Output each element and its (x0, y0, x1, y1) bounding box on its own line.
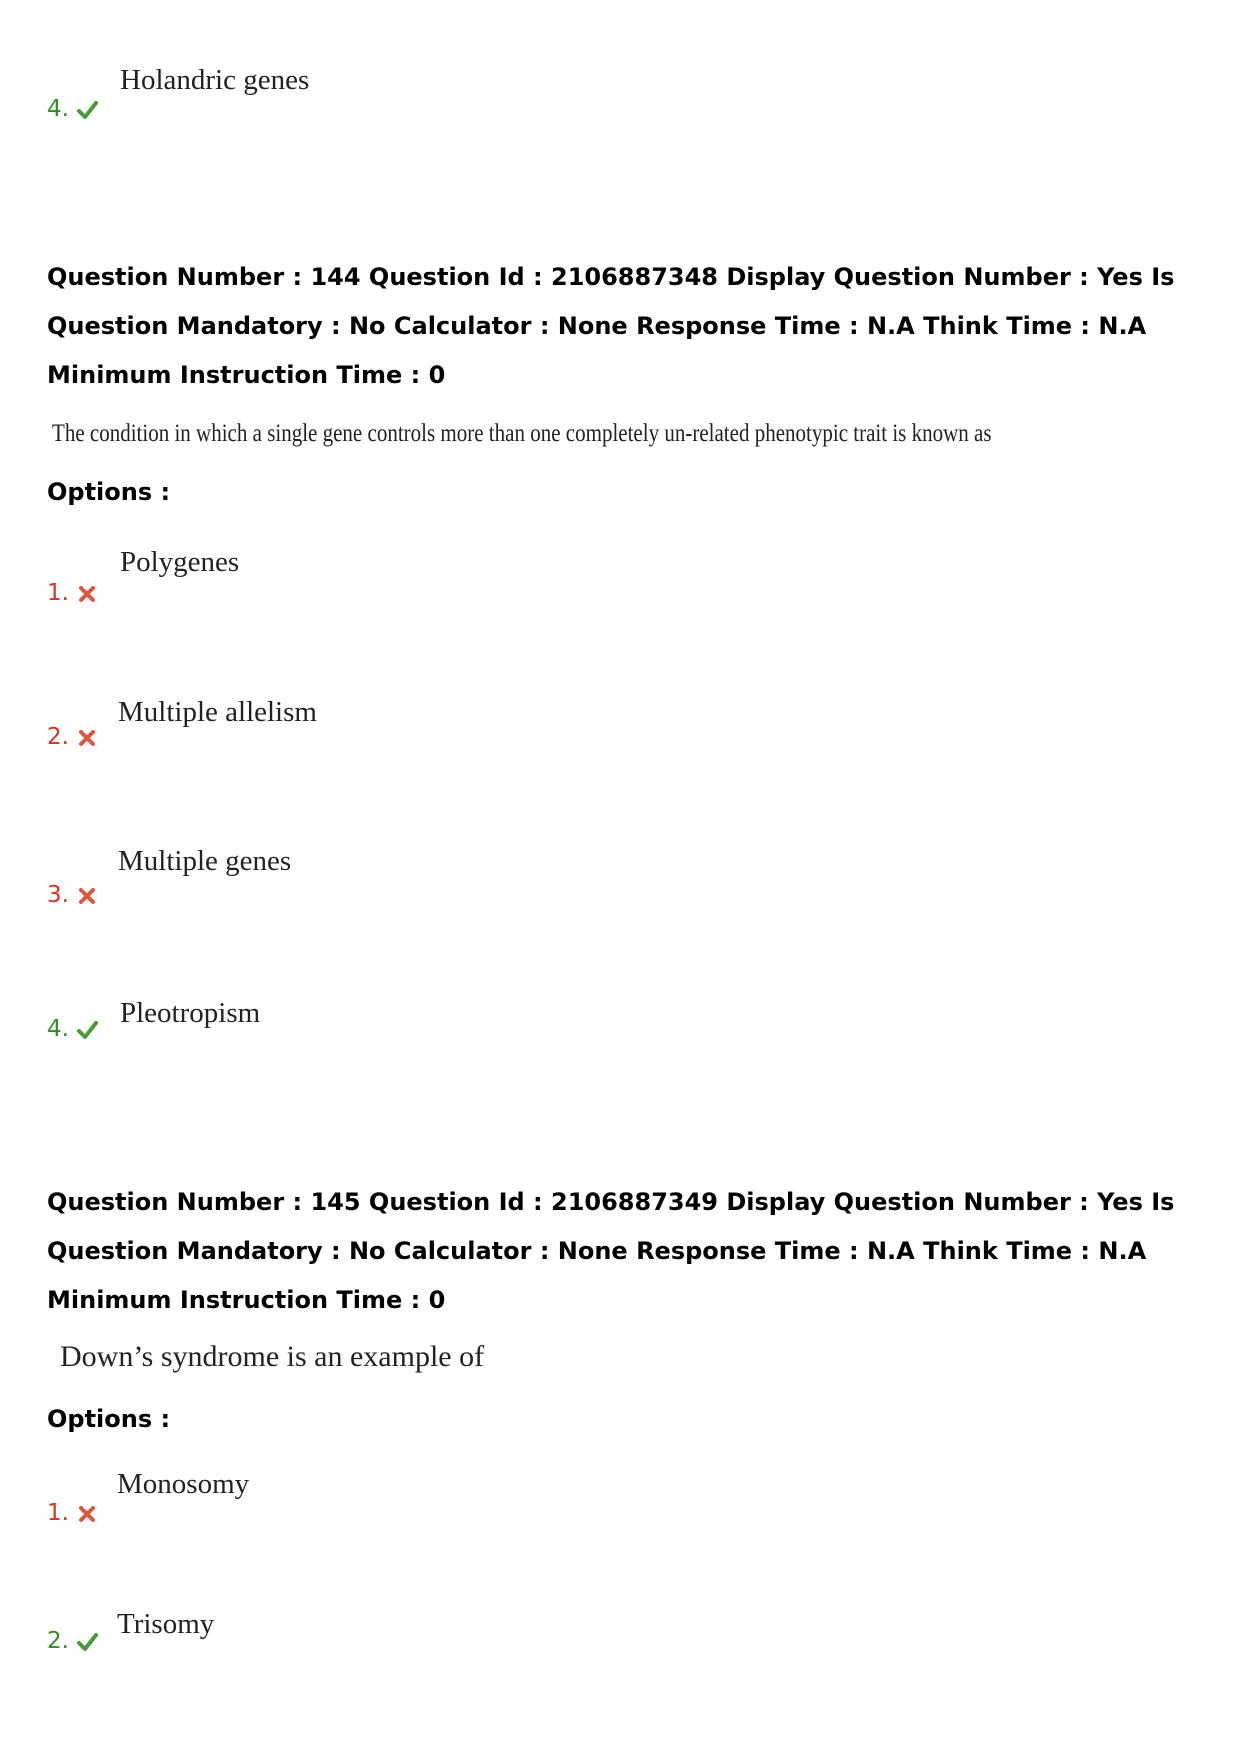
option-text: Polygenes (120, 546, 240, 578)
option-row (47, 1628, 98, 1654)
option-number: 2. (47, 1628, 69, 1654)
check-icon (76, 1631, 98, 1653)
option-number: 2. (47, 724, 69, 750)
cross-icon (76, 727, 98, 749)
question-text: Down’s syndrome is an example of (60, 1340, 485, 1373)
option-row (47, 882, 98, 908)
option-row (47, 1500, 98, 1526)
option-row (47, 1016, 98, 1042)
option-text: Multiple allelism (118, 696, 317, 728)
option-number: 3. (47, 882, 69, 908)
check-icon (76, 99, 98, 121)
option-text: Monosomy (117, 1468, 250, 1500)
cross-icon (76, 1503, 98, 1525)
option-number: 1. (47, 1500, 69, 1526)
option-row (47, 580, 98, 606)
option-row (47, 96, 98, 122)
option-row (47, 724, 98, 750)
options-label: Options : (47, 1405, 171, 1433)
option-text: Multiple genes (118, 845, 292, 877)
options-label: Options : (47, 478, 171, 506)
option-text: Trisomy (117, 1608, 215, 1640)
option-number: 1. (47, 580, 69, 606)
question-text: The condition in which a single gene controls more than one completely un-related phenotypic trait is known as (52, 420, 992, 447)
option-number: 4. (47, 1016, 69, 1042)
option-number: 4. (47, 96, 69, 122)
cross-icon (76, 583, 98, 605)
cross-icon (76, 885, 98, 907)
question-meta: Question Number : 144 Question Id : 2106887348 Display Question Number : Yes Is Question Mandatory : No Calculator : None Response Time : N.A Think Time : N.A Minimum Instruction Time : 0 (47, 263, 1175, 389)
option-text: Holandric genes (120, 64, 310, 96)
question-meta: Question Number : 145 Question Id : 2106887349 Display Question Number : Yes Is Question Mandatory : No Calculator : None Response Time : N.A Think Time : N.A Minimum Instruction Time : 0 (47, 1188, 1175, 1314)
option-text: Pleotropism (120, 997, 261, 1029)
check-icon (76, 1019, 98, 1041)
